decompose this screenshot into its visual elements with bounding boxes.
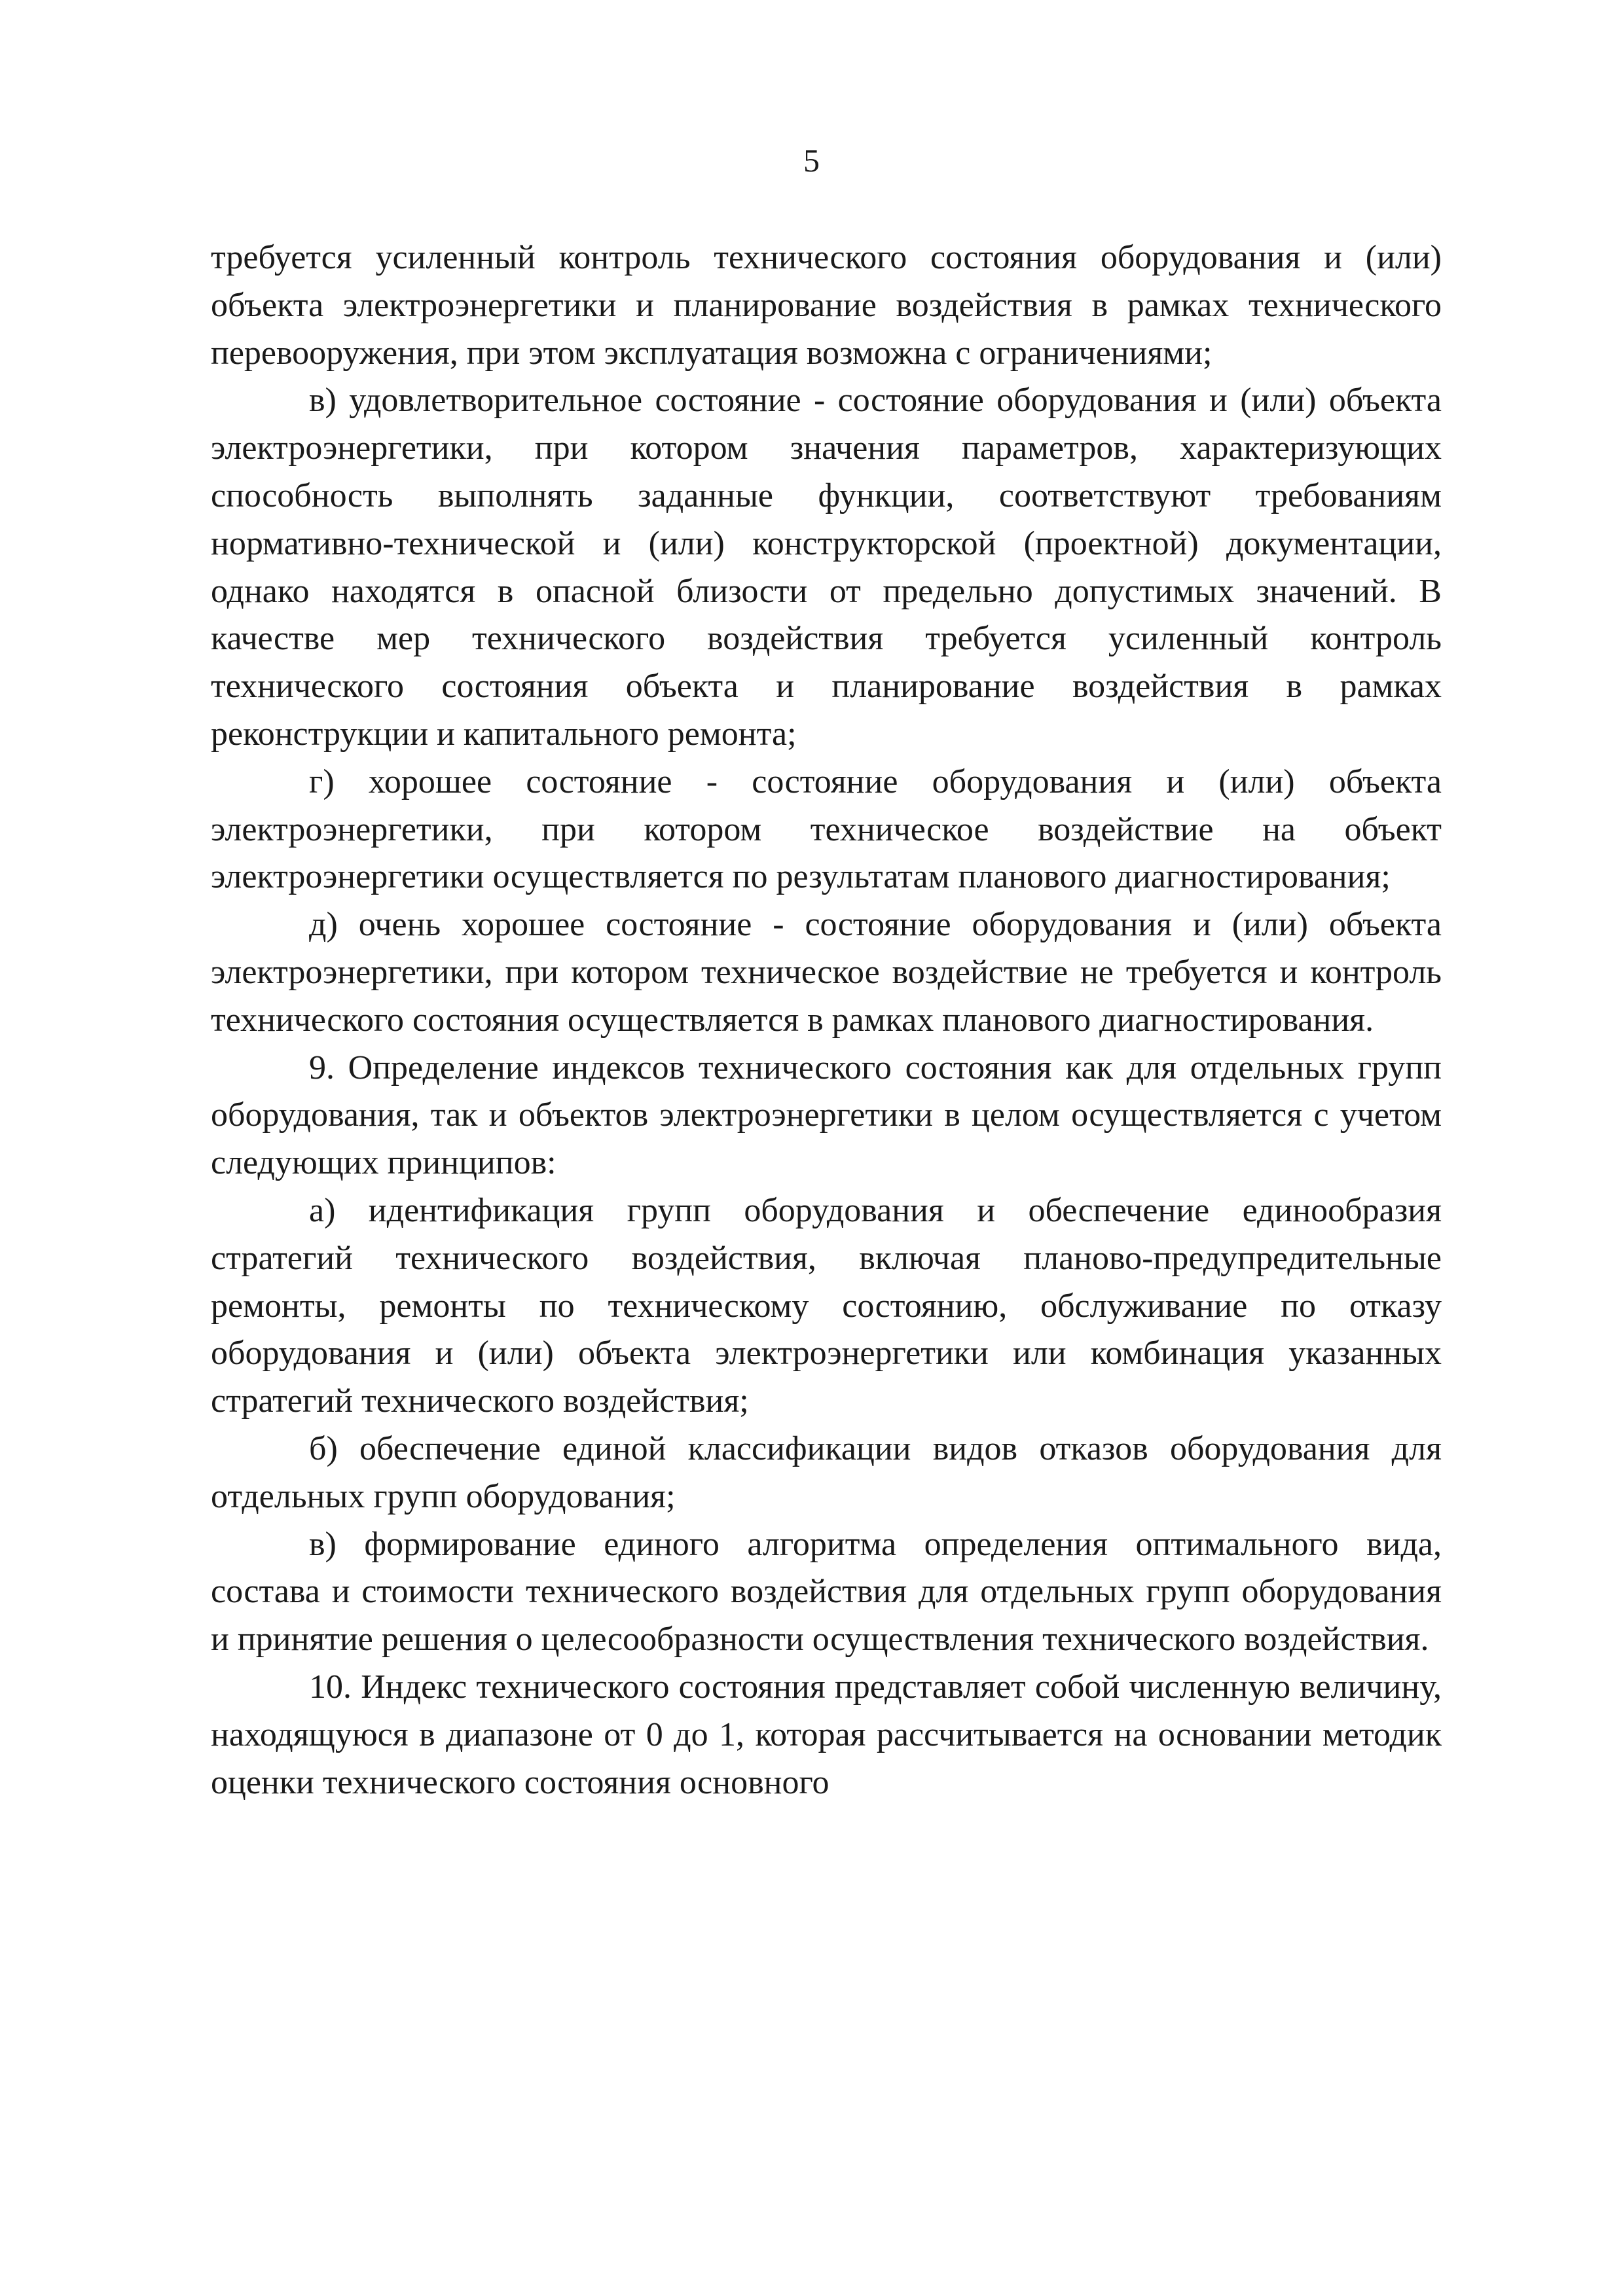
paragraph-item-d-very-good: д) очень хорошее состояние - состояние оборудования и (или) объекта электроэнергетики, при котором техническое воздействие не требуется и контроль технического состояния осуществляется в рамках планового диагностирования. [211, 906, 1442, 1039]
paragraph-principle-v: в) формирование единого алгоритма определения оптимального вида, состава и стоимости технического воздействия для отдельных групп оборудования и принятие решения о целесообразности осуществления технического воздействия. [211, 1525, 1442, 1659]
paragraph-principle-b: б) обеспечение единой классификации видов отказов оборудования для отдельных групп оборудования; [211, 1429, 1442, 1515]
paragraph-clause-9: 9. Определение индексов технического состояния как для отдельных групп оборудования, так и объектов электроэнергетики в целом осуществляется с учетом следующих принципов: [211, 1049, 1442, 1182]
paragraph-clause-10: 10. Индекс технического состояния представляет собой численную величину, находящуюся в диапазоне от 0 до 1, которая рассчитывается на основании методик оценки технического состояния основного [211, 1668, 1442, 1801]
paragraph-item-g-good: г) хорошее состояние - состояние оборудования и (или) объекта электроэнергетики, при котором техническое воздействие на объект электроэнергетики осуществляется по результатам планового диагностирования; [211, 762, 1442, 896]
paragraph-continuation: требуется усиленный контроль технического состояния оборудования и (или) объекта электроэнергетики и планирование воздействия в рамках технического перевооружения, при этом эксплуатация возможна с ограничениями; [211, 239, 1442, 372]
paragraph-principle-a: а) идентификация групп оборудования и обеспечение единообразия стратегий технического воздействия, включая планово-предупредительные ремонты, ремонты по техническому состоянию, обслуживание по отказу оборудования и (или) объекта электроэнергетики или комбинация указанных стратегий технического воздействия; [211, 1191, 1442, 1420]
document-body [211, 234, 1442, 1806]
page-number: 5 [803, 142, 820, 179]
paragraph-item-v-satisfactory: в) удовлетворительное состояние - состояние оборудования и (или) объекта электроэнергетики, при котором значения параметров, характеризующих способность выполнять заданные функции, соответствуют требованиям нормативно-технической и (или) конструкторской (проектной) документации, однако находятся в опасной близости от предельно допустимых значений. В качестве мер технического воздействия требуется усиленный контроль технического состояния объекта и планирование воздействия в рамках реконструкции и капитального ремонта; [211, 382, 1442, 753]
